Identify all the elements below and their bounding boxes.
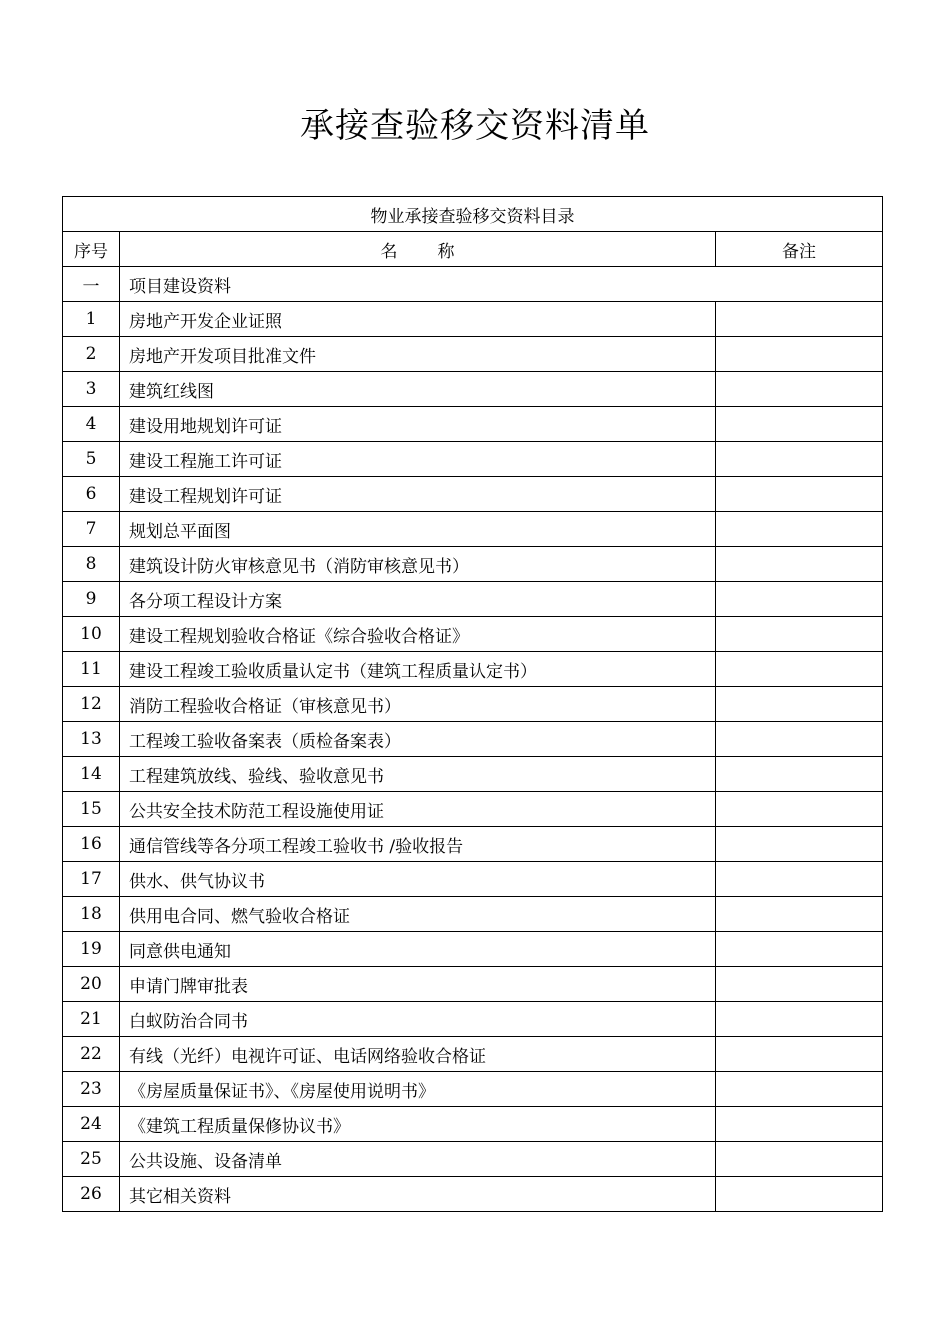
row-note bbox=[716, 617, 883, 652]
row-document-name: 规划总平面图 bbox=[120, 512, 716, 547]
row-note bbox=[716, 407, 883, 442]
row-number: 12 bbox=[63, 687, 120, 722]
row-note bbox=[716, 302, 883, 337]
table-row bbox=[63, 617, 883, 652]
table-row bbox=[63, 827, 883, 862]
row-number: 10 bbox=[63, 617, 120, 652]
row-note bbox=[716, 442, 883, 477]
row-document-name: 其它相关资料 bbox=[120, 1177, 716, 1212]
row-note bbox=[716, 792, 883, 827]
header-name bbox=[120, 232, 716, 267]
row-document-name: 消防工程验收合格证（审核意见书） bbox=[120, 687, 716, 722]
table-row bbox=[63, 372, 883, 407]
row-document-name: 房地产开发企业证照 bbox=[120, 302, 716, 337]
row-note bbox=[716, 967, 883, 1002]
table-row bbox=[63, 1177, 883, 1212]
header-name-part1: 名 bbox=[380, 241, 398, 262]
row-document-name: 建设工程施工许可证 bbox=[120, 442, 716, 477]
row-number: 5 bbox=[63, 442, 120, 477]
row-number: 23 bbox=[63, 1072, 120, 1107]
row-number: 24 bbox=[63, 1107, 120, 1142]
row-note bbox=[716, 652, 883, 687]
table-row bbox=[63, 1002, 883, 1037]
row-note bbox=[716, 932, 883, 967]
table-row bbox=[63, 862, 883, 897]
row-number: 14 bbox=[63, 757, 120, 792]
row-note bbox=[716, 1037, 883, 1072]
section-no: 一 bbox=[63, 267, 120, 302]
row-note bbox=[716, 372, 883, 407]
row-number: 13 bbox=[63, 722, 120, 757]
row-note bbox=[716, 722, 883, 757]
table-row bbox=[63, 1037, 883, 1072]
row-document-name: 公共设施、设备清单 bbox=[120, 1142, 716, 1177]
row-document-name: 供用电合同、燃气验收合格证 bbox=[120, 897, 716, 932]
table-row bbox=[63, 477, 883, 512]
row-number: 8 bbox=[63, 547, 120, 582]
row-document-name: 供水、供气协议书 bbox=[120, 862, 716, 897]
table-row bbox=[63, 547, 883, 582]
row-number: 20 bbox=[63, 967, 120, 1002]
row-note bbox=[716, 477, 883, 512]
row-note bbox=[716, 1107, 883, 1142]
table-row bbox=[63, 967, 883, 1002]
section-name: 项目建设资料 bbox=[120, 267, 883, 302]
row-number: 21 bbox=[63, 1002, 120, 1037]
row-note bbox=[716, 827, 883, 862]
row-number: 17 bbox=[63, 862, 120, 897]
row-number: 19 bbox=[63, 932, 120, 967]
row-number: 26 bbox=[63, 1177, 120, 1212]
row-number: 18 bbox=[63, 897, 120, 932]
row-note bbox=[716, 547, 883, 582]
row-document-name: 白蚁防治合同书 bbox=[120, 1002, 716, 1037]
table-row bbox=[63, 1107, 883, 1142]
row-document-name: 有线（光纤）电视许可证、电话网络验收合格证 bbox=[120, 1037, 716, 1072]
row-document-name: 同意供电通知 bbox=[120, 932, 716, 967]
row-number: 4 bbox=[63, 407, 120, 442]
row-number: 1 bbox=[63, 302, 120, 337]
row-document-name: 各分项工程设计方案 bbox=[120, 582, 716, 617]
row-document-name: 建筑设计防火审核意见书（消防审核意见书） bbox=[120, 547, 716, 582]
table-row bbox=[63, 722, 883, 757]
row-number: 15 bbox=[63, 792, 120, 827]
row-note bbox=[716, 897, 883, 932]
header-no: 序号 bbox=[63, 232, 120, 267]
table-row bbox=[63, 1072, 883, 1107]
header-name-part2: 称 bbox=[437, 241, 455, 262]
row-note bbox=[716, 1142, 883, 1177]
row-note bbox=[716, 512, 883, 547]
row-number: 2 bbox=[63, 337, 120, 372]
table-row bbox=[63, 1142, 883, 1177]
row-note bbox=[716, 1177, 883, 1212]
row-document-name: 建设工程规划许可证 bbox=[120, 477, 716, 512]
header-note: 备注 bbox=[716, 232, 883, 267]
row-document-name: 工程建筑放线、验线、验收意见书 bbox=[120, 757, 716, 792]
row-number: 22 bbox=[63, 1037, 120, 1072]
row-number: 9 bbox=[63, 582, 120, 617]
table-row bbox=[63, 792, 883, 827]
row-note bbox=[716, 862, 883, 897]
row-document-name: 工程竣工验收备案表（质检备案表） bbox=[120, 722, 716, 757]
row-number: 16 bbox=[63, 827, 120, 862]
row-document-name: 《房屋质量保证书》、《房屋使用说明书》 bbox=[120, 1072, 716, 1107]
row-note bbox=[716, 1072, 883, 1107]
row-document-name: 建设工程规划验收合格证《综合验收合格证》 bbox=[120, 617, 716, 652]
table-row bbox=[63, 582, 883, 617]
row-document-name: 公共安全技术防范工程设施使用证 bbox=[120, 792, 716, 827]
row-document-name: 申请门牌审批表 bbox=[120, 967, 716, 1002]
table-row bbox=[63, 687, 883, 722]
table-row bbox=[63, 932, 883, 967]
row-document-name: 建设工程竣工验收质量认定书（建筑工程质量认定书） bbox=[120, 652, 716, 687]
handover-document-table bbox=[62, 196, 883, 1212]
row-number: 3 bbox=[63, 372, 120, 407]
row-document-name: 建设用地规划许可证 bbox=[120, 407, 716, 442]
document-title: 承接查验移交资料清单 bbox=[300, 106, 650, 146]
table-row bbox=[63, 897, 883, 932]
table-header-row bbox=[63, 232, 883, 267]
table-row bbox=[63, 512, 883, 547]
row-document-name: 房地产开发项目批准文件 bbox=[120, 337, 716, 372]
row-note bbox=[716, 582, 883, 617]
row-number: 7 bbox=[63, 512, 120, 547]
row-note bbox=[716, 1002, 883, 1037]
table-row bbox=[63, 652, 883, 687]
table-row bbox=[63, 337, 883, 372]
table-row bbox=[63, 442, 883, 477]
row-number: 6 bbox=[63, 477, 120, 512]
table-row bbox=[63, 757, 883, 792]
section-row bbox=[63, 267, 883, 302]
row-note bbox=[716, 337, 883, 372]
table-row bbox=[63, 407, 883, 442]
row-number: 11 bbox=[63, 652, 120, 687]
table-caption: 物业承接查验移交资料目录 bbox=[63, 197, 883, 232]
table-row bbox=[63, 302, 883, 337]
table-caption-row bbox=[63, 197, 883, 232]
row-number: 25 bbox=[63, 1142, 120, 1177]
row-note bbox=[716, 687, 883, 722]
row-document-name: 通信管线等各分项工程竣工验收书 /验收报告 bbox=[120, 827, 716, 862]
row-document-name: 《建筑工程质量保修协议书》 bbox=[120, 1107, 716, 1142]
row-document-name: 建筑红线图 bbox=[120, 372, 716, 407]
row-note bbox=[716, 757, 883, 792]
